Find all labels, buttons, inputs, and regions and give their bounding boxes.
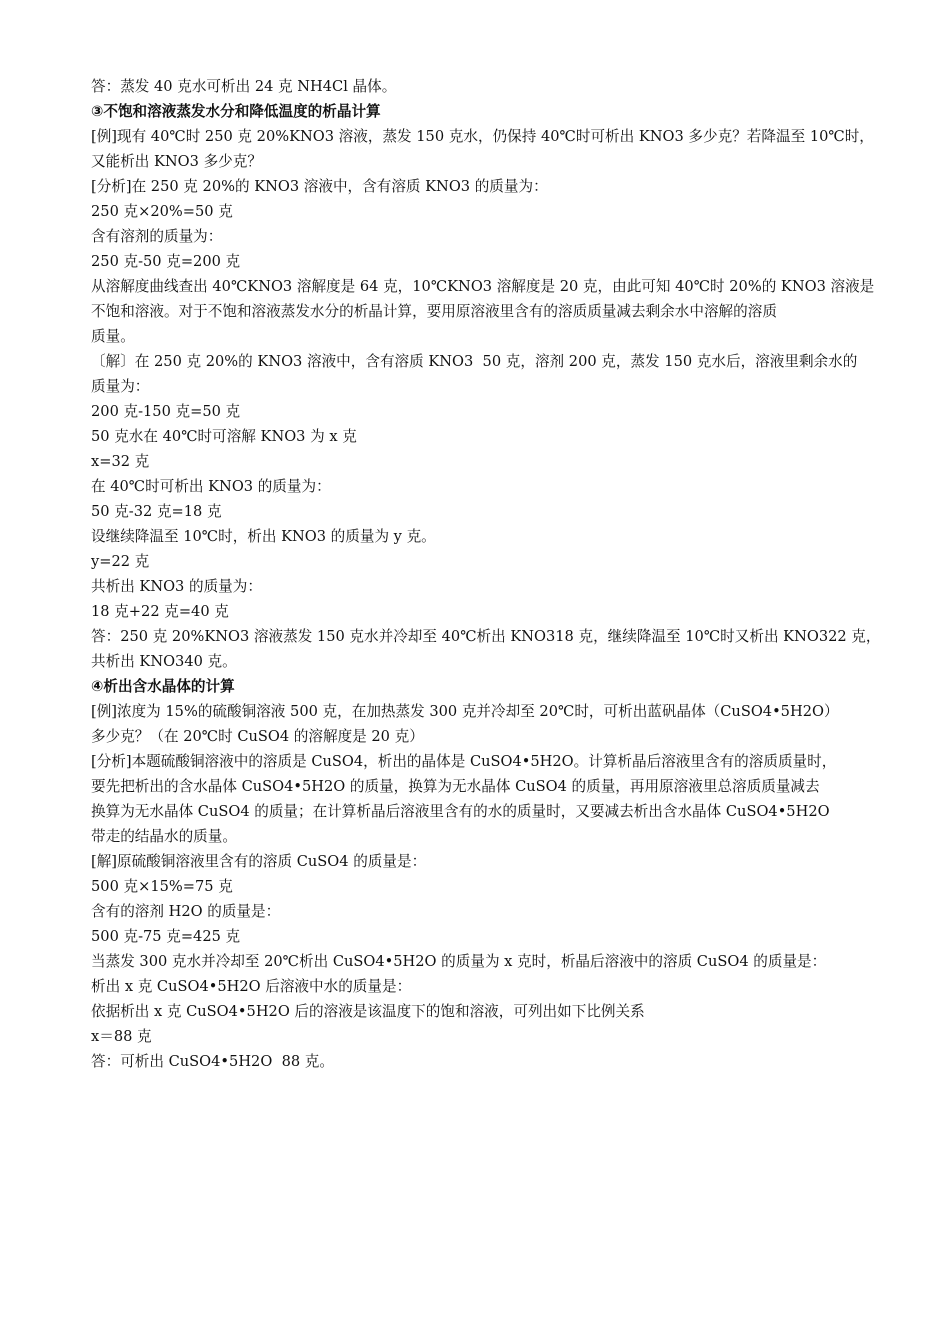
- text-line: 共析出 KNO340 克。: [91, 653, 237, 670]
- text-line: 200 克-150 克=50 克: [91, 403, 241, 420]
- section-heading: ③不饱和溶液蒸发水分和降低温度的析晶计算: [91, 103, 381, 120]
- section-heading: ④析出含水晶体的计算: [91, 678, 235, 695]
- text-line: 含有的溶剂 H2O 的质量是：: [91, 903, 281, 920]
- text-line: 500 克×15%=75 克: [91, 878, 233, 895]
- text-line: [例]浓度为 15%的硫酸铜溶液 500 克，在加热蒸发 300 克并冷却至 20℃时，可析出蓝矾晶体（CuSO4•5H2O）: [91, 703, 839, 720]
- text-line: 答：蒸发 40 克水可析出 24 克 NH4Cl 晶体。: [91, 78, 397, 95]
- text-line: [例]现有 40℃时 250 克 20%KNO3 溶液，蒸发 150 克水，仍保持 40℃时可析出 KNO3 多少克？若降温至 10℃时，: [91, 128, 874, 145]
- text-line: 质量。: [91, 328, 135, 345]
- text-line: 要先把析出的含水晶体 CuSO4•5H2O 的质量，换算为无水晶体 CuSO4 的质量，再用原溶液里总溶质质量减去: [91, 778, 820, 795]
- text-line: 从溶解度曲线查出 40℃KNO3 溶解度是 64 克，10℃KNO3 溶解度是 20 克，由此可知 40℃时 20%的 KNO3 溶液是: [91, 278, 875, 295]
- text-line: 析出 x 克 CuSO4•5H2O 后溶液中水的质量是：: [91, 978, 412, 995]
- text-line: 设继续降温至 10℃时，析出 KNO3 的质量为 y 克。: [91, 528, 436, 545]
- text-line: y=22 克: [91, 553, 150, 570]
- text-line: 50 克水在 40℃时可溶解 KNO3 为 x 克: [91, 428, 357, 445]
- text-line: 带走的结晶水的质量。: [91, 828, 237, 845]
- text-line: 在 40℃时可析出 KNO3 的质量为：: [91, 478, 331, 495]
- text-line: 不饱和溶液。对于不饱和溶液蒸发水分的析晶计算，要用原溶液里含有的溶质质量减去剩余水中溶解的溶质: [91, 303, 777, 320]
- text-line: 又能析出 KNO3 多少克？: [91, 153, 262, 170]
- text-line: 18 克+22 克=40 克: [91, 603, 229, 620]
- text-line: [解]原硫酸铜溶液里含有的溶质 CuSO4 的质量是：: [91, 853, 427, 870]
- text-line: 〔解〕在 250 克 20%的 KNO3 溶液中，含有溶质 KNO3 50 克，溶剂 200 克，蒸发 150 克水后，溶液里剩余水的: [91, 353, 858, 370]
- text-line: 250 克×20%=50 克: [91, 203, 233, 220]
- text-line: 250 克-50 克=200 克: [91, 253, 241, 270]
- text-line: 质量为：: [91, 378, 150, 395]
- text-line: 当蒸发 300 克水并冷却至 20℃析出 CuSO4•5H2O 的质量为 x 克时，析晶后溶液中的溶质 CuSO4 的质量是：: [91, 953, 827, 970]
- text-line: 含有溶剂的质量为：: [91, 228, 223, 245]
- text-line: [分析]在 250 克 20%的 KNO3 溶液中，含有溶质 KNO3 的质量为：: [91, 178, 548, 195]
- text-line: 答：250 克 20%KNO3 溶液蒸发 150 克水并冷却至 40℃析出 KNO318 克，继续降温至 10℃时又析出 KNO322 克，: [91, 628, 881, 645]
- text-line: x=32 克: [91, 453, 150, 470]
- document-body: [91, 74, 891, 1074]
- text-line: 依据析出 x 克 CuSO4•5H2O 后的溶液是该温度下的饱和溶液，可列出如下比例关系: [91, 1003, 645, 1020]
- text-line: 换算为无水晶体 CuSO4 的质量；在计算析晶后溶液里含有的水的质量时，又要减去析出含水晶体 CuSO4•5H2O: [91, 803, 830, 820]
- text-line: 答：可析出 CuSO4•5H2O 88 克。: [91, 1053, 334, 1070]
- text-line: 共析出 KNO3 的质量为：: [91, 578, 262, 595]
- text-line: x＝88 克: [91, 1028, 152, 1045]
- text-line: 多少克？（在 20℃时 CuSO4 的溶解度是 20 克）: [91, 728, 424, 745]
- text-line: 50 克-32 克=18 克: [91, 503, 222, 520]
- text-line: 500 克-75 克=425 克: [91, 928, 241, 945]
- text-line: [分析]本题硫酸铜溶液中的溶质是 CuSO4，析出的晶体是 CuSO4•5H2O。计算析晶后溶液里含有的溶质质量时，: [91, 753, 837, 770]
